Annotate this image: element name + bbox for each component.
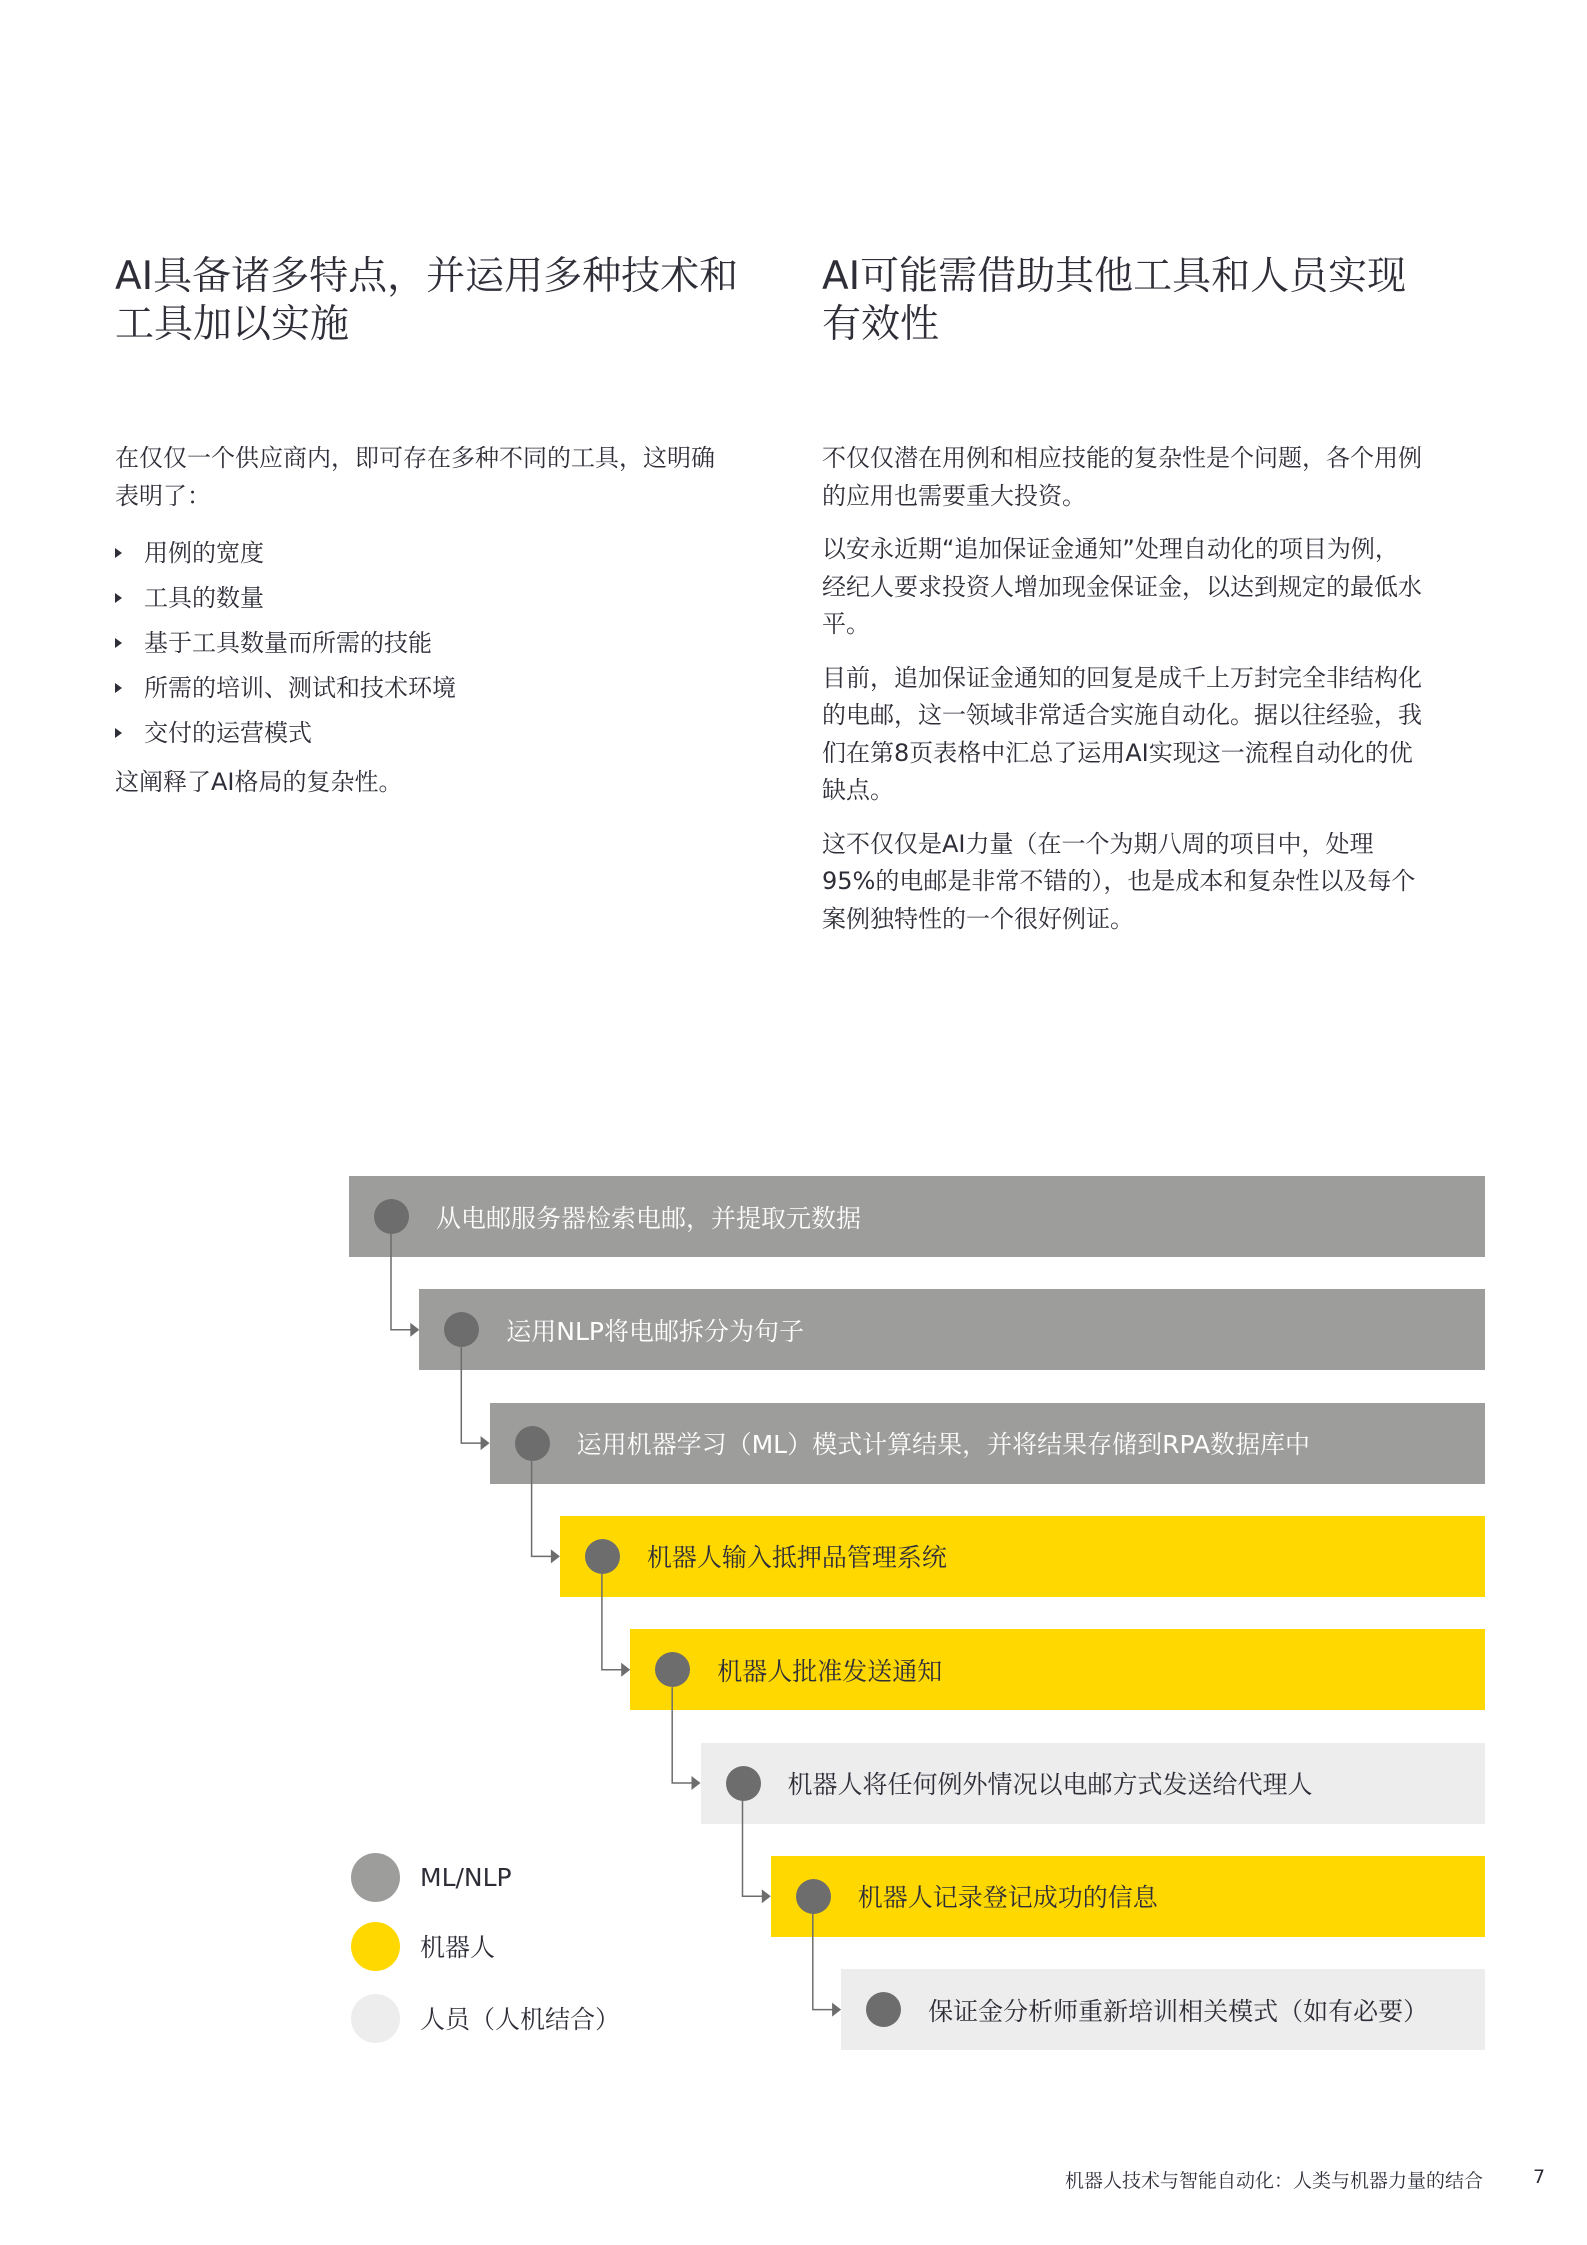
arrow-right-icon xyxy=(410,1323,419,1337)
legend-item-robot: 机器人 xyxy=(351,1921,495,1971)
human-swatch-icon xyxy=(351,1994,400,2043)
flow-step-label: 从电邮服务器检索电邮，并提取元数据 xyxy=(436,1203,862,1233)
flow-step-label: 保证金分析师重新培训相关模式（如有必要） xyxy=(928,1996,1429,2026)
arrow-right-icon xyxy=(551,1549,560,1563)
list-item: 所需的培训、测试和技术环境 xyxy=(115,666,715,711)
right-paragraph: 目前，追加保证金通知的回复是成千上万封完全非结构化的电邮，这一领域非常适合实施自动化。据以往经验，我们在第8页表格中汇总了运用AI实现这一流程自动化的优缺点。 xyxy=(822,663,1422,804)
right-paragraph: 这不仅仅是AI力量（在一个为期八周的项目中，处理95%的电邮是非常不错的），也是成本和复杂性以及每个案例独特性的一个很好例证。 xyxy=(822,829,1416,933)
connector-line xyxy=(672,1687,698,1783)
flow-step-label: 机器人输入抵押品管理系统 xyxy=(646,1543,947,1573)
flow-step-label: 机器人将任何例外情况以电邮方式发送给代理人 xyxy=(787,1770,1313,1799)
left-intro: 在仅仅一个供应商内，即可存在多种不同的工具，这明确表明了： xyxy=(115,444,715,510)
connector-line xyxy=(532,1461,558,1557)
legend-item-ml-nlp: ML/NLP xyxy=(351,1852,512,1902)
arrow-right-icon xyxy=(832,2003,841,2017)
right-paragraph: 以安永近期“追加保证金通知”处理自动化的项目为例，经纪人要求投资人增加现金保证金，以达到规定的最低水平。 xyxy=(822,535,1422,638)
list-item: 用例的宽度 xyxy=(115,531,715,576)
ml-nlp-swatch-icon xyxy=(351,1853,400,1902)
arrow-right-icon xyxy=(762,1889,771,1903)
connector-line xyxy=(813,1914,839,2010)
footer-title: 机器人技术与智能自动化：人类与机器力量的结合 xyxy=(1064,2170,1483,2192)
flow-step-label: 运用NLP将电邮拆分为句子 xyxy=(506,1316,805,1346)
right-heading: AI可能需借助其他工具和人员实现有效性 xyxy=(822,254,1407,347)
connector-line xyxy=(602,1574,628,1670)
left-closing: 这阐释了AI格局的复杂性。 xyxy=(115,768,403,796)
arrow-right-icon xyxy=(692,1776,701,1790)
flow-step-label: 运用机器学习（ML）模式计算结果，并将结果存储到RPA数据库中 xyxy=(576,1430,1311,1460)
list-item: 交付的运营模式 xyxy=(115,711,715,756)
right-paragraph: 不仅仅潜在用例和相应技能的复杂性是个问题，各个用例的应用也需要重大投资。 xyxy=(822,444,1422,510)
arrow-right-icon xyxy=(621,1663,630,1677)
flow-step-label: 机器人记录登记成功的信息 xyxy=(857,1883,1158,1913)
connector-line xyxy=(391,1234,417,1330)
arrow-right-icon xyxy=(481,1436,490,1450)
list-item: 基于工具数量而所需的技能 xyxy=(115,621,715,666)
left-heading: AI具备诸多特点，并运用多种技术和工具加以实施 xyxy=(115,254,739,347)
robot-swatch-icon xyxy=(351,1922,400,1971)
page-number: 7 xyxy=(1533,2166,1546,2188)
legend-item-human: 人员（人机结合） xyxy=(351,1993,620,2043)
connector-line xyxy=(461,1347,487,1443)
list-item: 工具的数量 xyxy=(115,576,715,621)
flow-step-label: 机器人批准发送通知 xyxy=(717,1656,943,1686)
connector-line xyxy=(743,1801,769,1897)
